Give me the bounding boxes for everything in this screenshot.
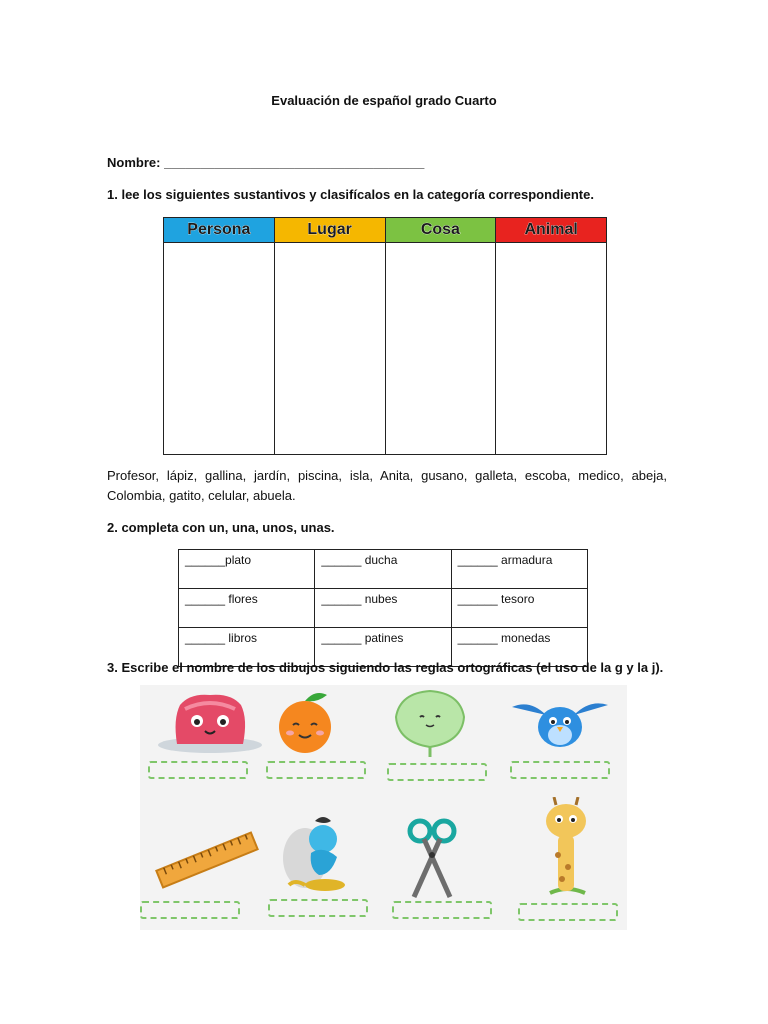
answer-box[interactable] (392, 901, 492, 919)
ruler-icon (152, 825, 262, 895)
answer-box[interactable] (518, 903, 618, 921)
nombre-line[interactable]: ____________________________________ (164, 155, 425, 170)
word-list-line-2: Colombia, gatito, celular, abuela. (107, 488, 296, 503)
table-cell[interactable]: ______ tesoro (451, 589, 587, 628)
word-list-line-1: Profesor, lápiz, gallina, jardín, piscina, isla, Anita, gusano, galleta, escoba, medico, abeja, (107, 468, 667, 483)
category-column-cosa (386, 218, 497, 454)
table-cell[interactable]: ______ flores (179, 589, 315, 628)
question-1-prompt: 1. lee los siguientes sustantivos y clasifícalos en la categoría correspondiente. (107, 187, 594, 202)
table-cell[interactable]: ______ libros (179, 628, 315, 667)
table-row (179, 589, 588, 628)
leaf-icon (390, 687, 470, 759)
category-answer-area[interactable] (275, 243, 385, 454)
category-answer-area[interactable] (496, 243, 606, 454)
answer-box[interactable] (387, 763, 487, 781)
category-column-animal (496, 218, 606, 454)
category-answer-area[interactable] (386, 243, 496, 454)
table-row (179, 550, 588, 589)
question-3-prompt: 3. Escribe el nombre de los dibujos siguiendo las reglas ortográficas (el uso de la g y la j). (107, 660, 664, 675)
answer-box[interactable] (266, 761, 366, 779)
page-title: Evaluación de español grado Cuarto (271, 93, 497, 108)
scissors-icon (402, 817, 462, 902)
category-header: Animal (496, 218, 606, 243)
article-table (178, 549, 588, 667)
table-cell[interactable]: ______ armadura (451, 550, 587, 589)
nombre-field (107, 155, 424, 170)
pictures-panel (140, 685, 627, 930)
nombre-label: Nombre: (107, 155, 161, 170)
category-answer-area[interactable] (164, 243, 274, 454)
table-cell[interactable]: ______plato (179, 550, 315, 589)
table-cell[interactable]: ______ monedas (451, 628, 587, 667)
answer-box[interactable] (148, 761, 248, 779)
table-cell[interactable]: ______ nubes (315, 589, 451, 628)
table-cell[interactable]: ______ patines (315, 628, 451, 667)
answer-box[interactable] (268, 899, 368, 917)
category-header: Persona (164, 218, 274, 243)
orange-icon (265, 689, 345, 755)
category-table (163, 217, 607, 455)
category-column-lugar (275, 218, 386, 454)
answer-box[interactable] (140, 901, 240, 919)
jelly-icon (155, 689, 265, 755)
answer-box[interactable] (510, 761, 610, 779)
question-2-prompt: 2. completa con un, una, unos, unas. (107, 520, 335, 535)
category-column-persona (164, 218, 275, 454)
giraffe-icon (530, 797, 605, 899)
genie-icon (275, 813, 360, 898)
category-header: Cosa (386, 218, 496, 243)
table-cell[interactable]: ______ ducha (315, 550, 451, 589)
bird-icon (510, 697, 610, 757)
category-header: Lugar (275, 218, 385, 243)
